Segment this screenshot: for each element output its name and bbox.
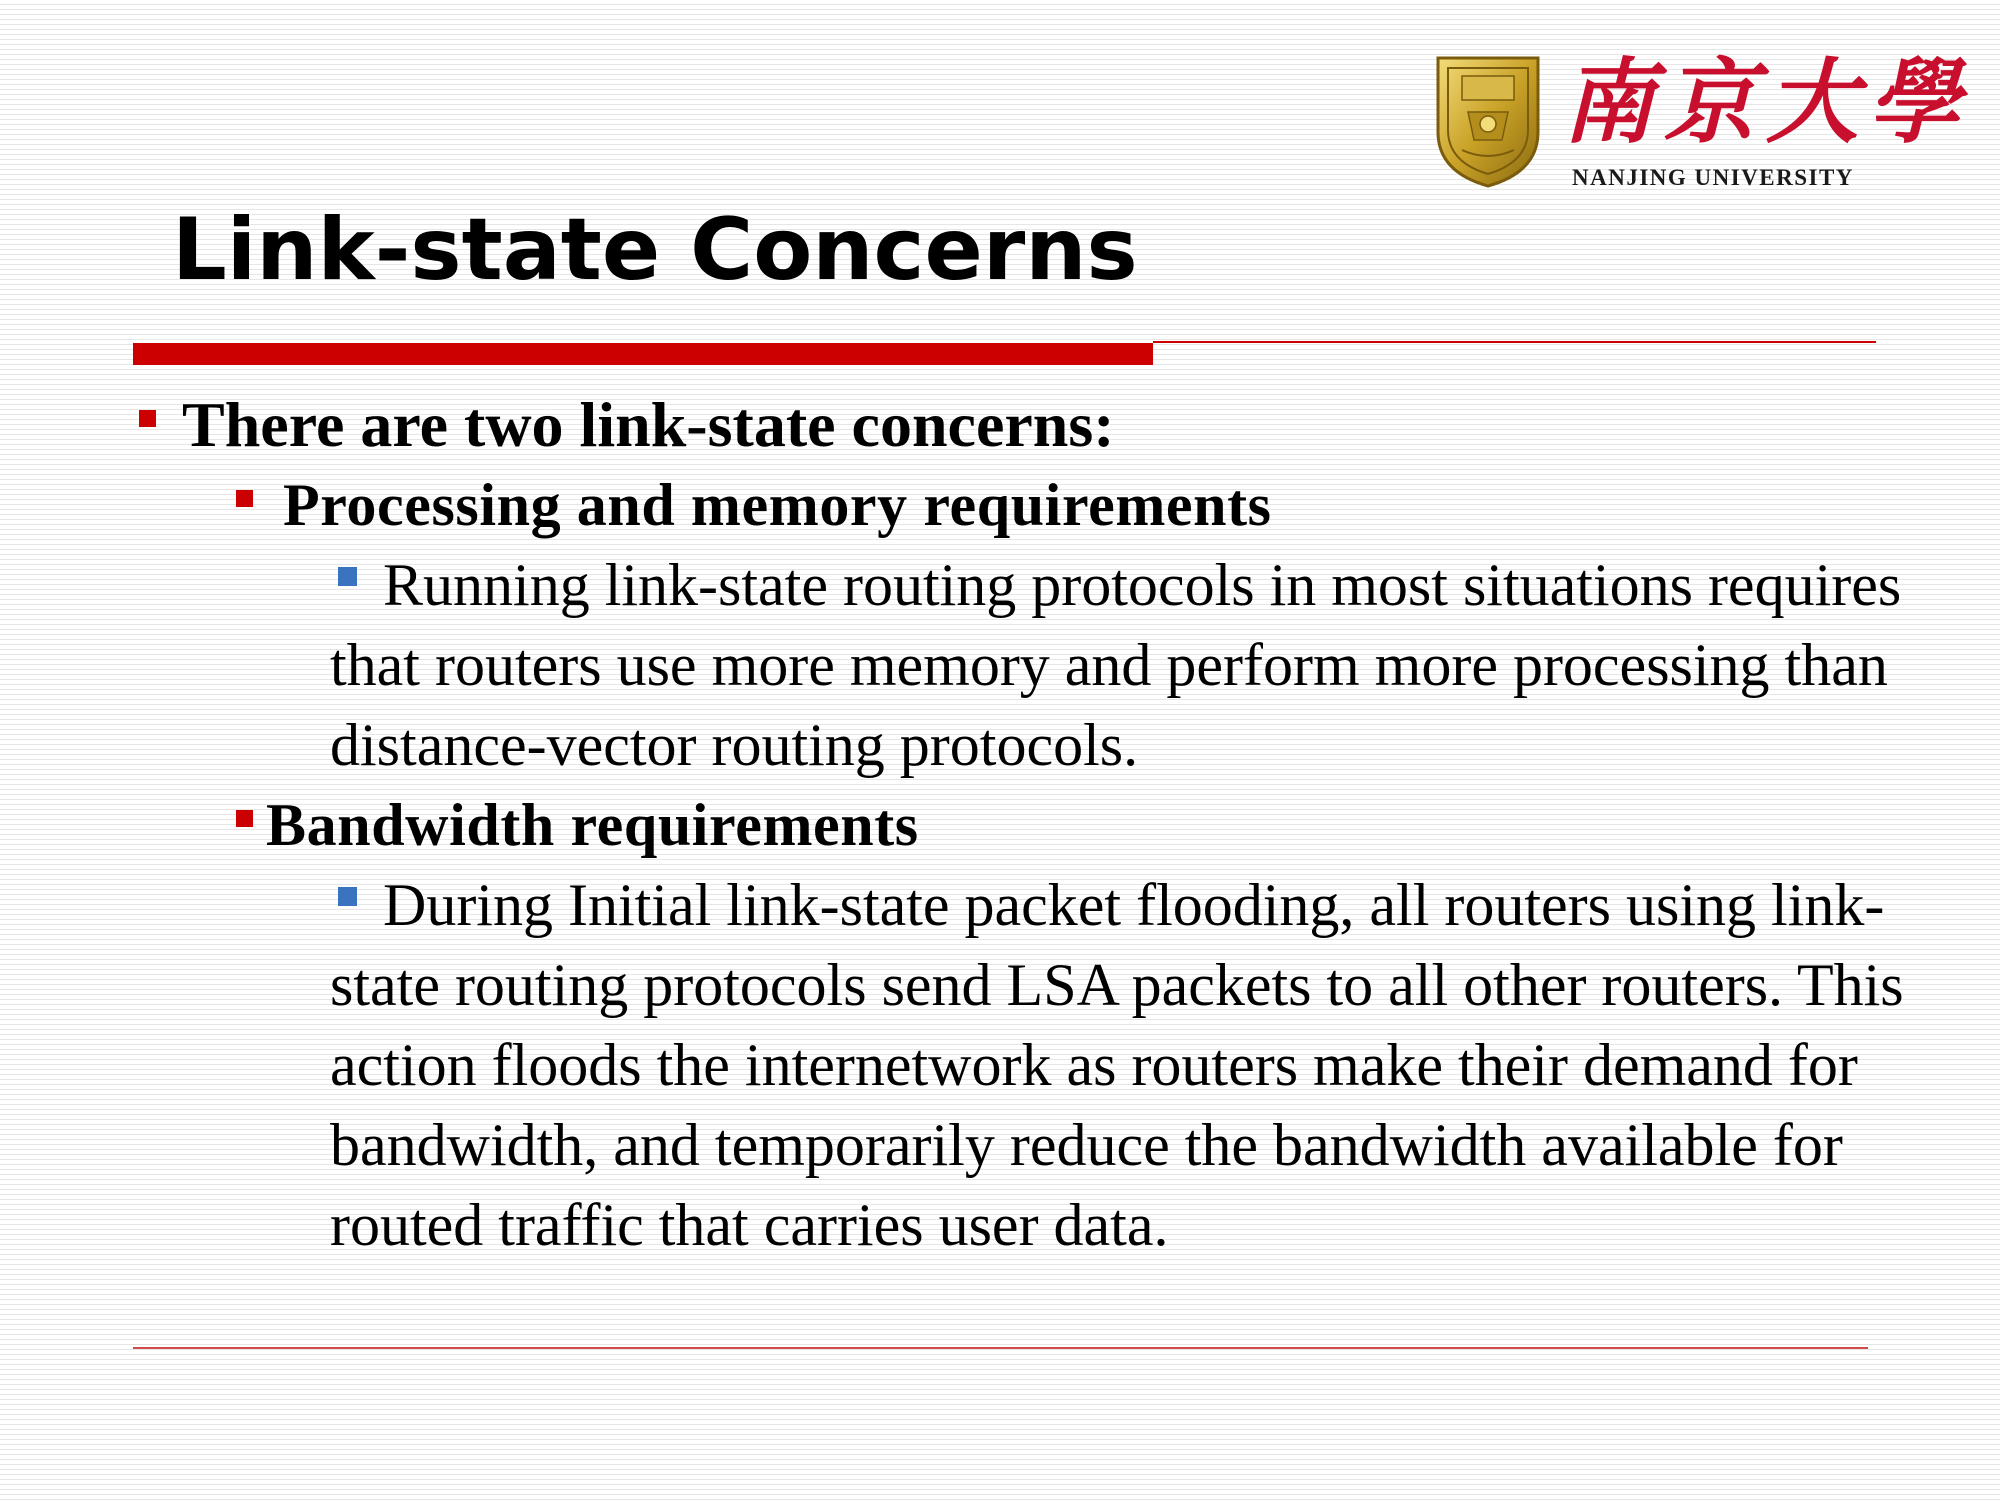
logo-english-name: NANJING UNIVERSITY [1572, 165, 1854, 190]
bullet-text: During Initial link-state packet flooding, all routers using link-state routing protocols send LSA packets to all other routers. This action floods the internetwork as routers make their demand for bandwidth, and temporarily reduce the bandwidth available for routed traffic that carries user data. [330, 872, 1904, 1258]
bullet-level-3-processing-detail [330, 545, 1950, 785]
logo-chinese-name: 南京大學 [1562, 48, 1971, 156]
bullet-text: Bandwidth requirements [266, 792, 919, 858]
footer-divider [133, 1347, 1868, 1349]
bullet-text: Processing and memory requirements [283, 472, 1272, 538]
red-square-bullet-icon [236, 810, 253, 827]
red-square-bullet-icon [236, 490, 253, 507]
bullet-text: Running link-state routing protocols in most situations requires that routers use more memory and perform more processing than distance-vector routing protocols. [330, 552, 1902, 778]
university-logo [1432, 48, 1971, 192]
bullet-text: There are two link-state concerns: [182, 389, 1115, 460]
bullet-level-2-bandwidth [236, 790, 1736, 860]
title-underline-thick [133, 343, 1153, 365]
bullet-level-3-bandwidth-detail [330, 865, 1950, 1265]
red-square-bullet-icon [139, 410, 156, 427]
university-emblem-icon [1432, 52, 1544, 190]
slide-title: Link-state Concerns [172, 200, 1138, 300]
bullet-level-2-processing [236, 470, 1736, 540]
title-underline-thin [1153, 341, 1876, 343]
bullet-level-1 [135, 390, 1635, 460]
